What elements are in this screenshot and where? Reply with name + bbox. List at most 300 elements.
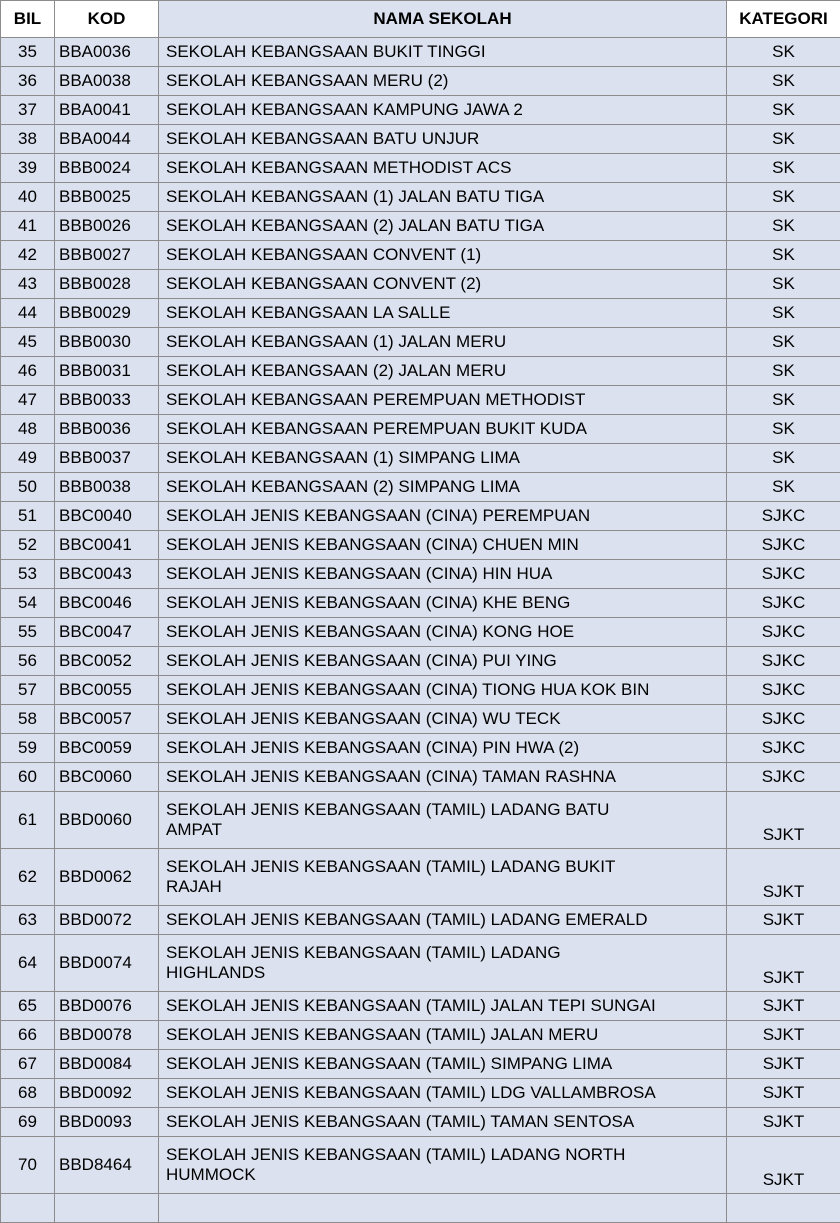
nama-cell: [159, 96, 727, 125]
kategori-value: SJKC: [762, 564, 805, 583]
bil-value: 40: [18, 187, 37, 206]
bil-cell: [1, 502, 55, 531]
nama-cell: [159, 212, 727, 241]
nama-value: SEKOLAH JENIS KEBANGSAAN (TAMIL) LADANG EMERALD: [166, 910, 647, 929]
table-row-partial: [1, 1194, 840, 1223]
bil-value: 62: [18, 867, 37, 886]
nama-value: SEKOLAH KEBANGSAAN MERU (2): [166, 71, 448, 90]
bil-cell: [1, 1137, 55, 1194]
header-nama-sekolah: NAMA SEKOLAH: [159, 1, 727, 38]
kod-cell: [55, 415, 159, 444]
kategori-value: SK: [772, 303, 795, 322]
nama-cell: [159, 705, 727, 734]
nama-cell: [159, 328, 727, 357]
nama-cell: [159, 647, 727, 676]
kategori-value: SJKC: [762, 651, 805, 670]
bil-cell: [1, 415, 55, 444]
kategori-value: SK: [772, 100, 795, 119]
nama-value: SEKOLAH KEBANGSAAN LA SALLE: [166, 303, 450, 322]
bil-value: 70: [18, 1155, 37, 1174]
bil-value: 60: [18, 767, 37, 786]
kategori-cell: [727, 763, 840, 792]
kod-cell: [55, 125, 159, 154]
kod-value: BBD8464: [59, 1155, 132, 1174]
bil-cell: [1, 560, 55, 589]
kategori-cell: [727, 1137, 840, 1194]
table-row: [1, 676, 840, 705]
bil-cell: [1, 734, 55, 763]
empty-cell: [727, 1194, 840, 1223]
kod-value: BBC0040: [59, 506, 132, 525]
kod-value: BBC0055: [59, 680, 132, 699]
nama-value: SEKOLAH JENIS KEBANGSAAN (CINA) CHUEN MIN: [166, 535, 579, 554]
table-row: [1, 992, 840, 1021]
kod-value: BBD0084: [59, 1054, 132, 1073]
bil-cell: [1, 1079, 55, 1108]
empty-cell: [1, 1194, 55, 1223]
nama-cell: [159, 906, 727, 935]
nama-cell: [159, 1021, 727, 1050]
nama-value: SEKOLAH JENIS KEBANGSAAN (CINA) TIONG HUA KOK BIN: [166, 680, 649, 699]
kategori-cell: [727, 183, 840, 212]
table-row: [1, 38, 840, 67]
nama-cell: [159, 992, 727, 1021]
nama-cell: [159, 763, 727, 792]
bil-value: 64: [18, 953, 37, 972]
kod-cell: [55, 299, 159, 328]
kategori-value: SJKC: [762, 535, 805, 554]
table-row: [1, 212, 840, 241]
bil-value: 55: [18, 622, 37, 641]
empty-cell: [159, 1194, 727, 1223]
kategori-value: SK: [772, 332, 795, 351]
header-bil: BIL: [1, 1, 55, 38]
nama-cell: [159, 270, 727, 299]
kategori-value: SJKT: [763, 968, 805, 987]
nama-cell: [159, 734, 727, 763]
kategori-value: SJKC: [762, 680, 805, 699]
bil-cell: [1, 647, 55, 676]
nama-cell: [159, 415, 727, 444]
nama-line-2: HUMMOCK: [166, 1165, 256, 1184]
bil-value: 45: [18, 332, 37, 351]
nama-value: SEKOLAH JENIS KEBANGSAAN (CINA) PUI YING: [166, 651, 557, 670]
bil-cell: [1, 473, 55, 502]
bil-value: 52: [18, 535, 37, 554]
table-row: [1, 705, 840, 734]
kategori-value: SK: [772, 187, 795, 206]
bil-value: 63: [18, 910, 37, 929]
nama-cell: [159, 618, 727, 647]
nama-value: SEKOLAH KEBANGSAAN PEREMPUAN BUKIT KUDA: [166, 419, 587, 438]
bil-cell: [1, 67, 55, 96]
kod-value: BBD0062: [59, 867, 132, 886]
kod-cell: [55, 618, 159, 647]
bil-value: 50: [18, 477, 37, 496]
kategori-value: SJKT: [763, 1170, 805, 1189]
nama-cell: [159, 676, 727, 705]
bil-cell: [1, 270, 55, 299]
kod-value: BBB0033: [59, 390, 131, 409]
kategori-cell: [727, 1021, 840, 1050]
kod-value: BBB0029: [59, 303, 131, 322]
kod-cell: [55, 444, 159, 473]
nama-cell: [159, 502, 727, 531]
kod-value: BBB0037: [59, 448, 131, 467]
table-row: [1, 589, 840, 618]
kategori-cell: [727, 560, 840, 589]
kod-value: BBC0043: [59, 564, 132, 583]
table-row: [1, 1050, 840, 1079]
nama-cell: [159, 154, 727, 183]
nama-cell: [159, 849, 727, 906]
bil-value: 58: [18, 709, 37, 728]
nama-cell: [159, 935, 727, 992]
bil-cell: [1, 531, 55, 560]
kod-value: BBA0041: [59, 100, 131, 119]
kategori-cell: [727, 386, 840, 415]
bil-cell: [1, 1050, 55, 1079]
nama-value: SEKOLAH KEBANGSAAN PEREMPUAN METHODIST: [166, 390, 585, 409]
table-row: [1, 473, 840, 502]
bil-value: 44: [18, 303, 37, 322]
kategori-cell: [727, 299, 840, 328]
kod-cell: [55, 849, 159, 906]
kategori-value: SJKT: [763, 882, 805, 901]
nama-line-1: SEKOLAH JENIS KEBANGSAAN (TAMIL) LADANG NORTH: [166, 1145, 625, 1164]
kategori-cell: [727, 502, 840, 531]
nama-value: SEKOLAH KEBANGSAAN METHODIST ACS: [166, 158, 511, 177]
nama-value: SEKOLAH KEBANGSAAN KAMPUNG JAWA 2: [166, 100, 523, 119]
kod-cell: [55, 154, 159, 183]
table-row: [1, 849, 840, 906]
kod-value: BBD0078: [59, 1025, 132, 1044]
table-row: [1, 125, 840, 154]
nama-value: SEKOLAH JENIS KEBANGSAAN (CINA) TAMAN RASHNA: [166, 767, 616, 786]
bil-value: 48: [18, 419, 37, 438]
kod-value: BBD0060: [59, 810, 132, 829]
kod-cell: [55, 647, 159, 676]
table-row: [1, 1021, 840, 1050]
kategori-value: SJKC: [762, 593, 805, 612]
kod-cell: [55, 705, 159, 734]
bil-value: 46: [18, 361, 37, 380]
bil-cell: [1, 241, 55, 270]
nama-value: SEKOLAH KEBANGSAAN (1) JALAN MERU: [166, 332, 506, 351]
header-row: [1, 1, 840, 38]
table-row: [1, 328, 840, 357]
bil-cell: [1, 357, 55, 386]
bil-cell: [1, 618, 55, 647]
kod-cell: [55, 386, 159, 415]
nama-cell: [159, 241, 727, 270]
kategori-value: SJKC: [762, 767, 805, 786]
bil-cell: [1, 792, 55, 849]
bil-cell: [1, 328, 55, 357]
kod-cell: [55, 183, 159, 212]
kategori-value: SK: [772, 129, 795, 148]
kategori-value: SJKT: [763, 1083, 805, 1102]
kategori-value: SJKC: [762, 622, 805, 641]
kategori-value: SK: [772, 477, 795, 496]
kategori-cell: [727, 38, 840, 67]
kod-value: BBC0052: [59, 651, 132, 670]
bil-cell: [1, 444, 55, 473]
kategori-cell: [727, 241, 840, 270]
bil-value: 68: [18, 1083, 37, 1102]
bil-value: 39: [18, 158, 37, 177]
bil-value: 67: [18, 1054, 37, 1073]
table-row: [1, 935, 840, 992]
kod-cell: [55, 1079, 159, 1108]
kategori-value: SK: [772, 448, 795, 467]
kategori-cell: [727, 1079, 840, 1108]
kategori-value: SK: [772, 390, 795, 409]
nama-value: SEKOLAH JENIS KEBANGSAAN (CINA) KHE BENG: [166, 593, 570, 612]
nama-cell: [159, 560, 727, 589]
nama-cell: [159, 531, 727, 560]
empty-cell: [55, 1194, 159, 1223]
table-row: [1, 502, 840, 531]
nama-cell: [159, 1079, 727, 1108]
kategori-cell: [727, 328, 840, 357]
nama-value: SEKOLAH JENIS KEBANGSAAN (CINA) HIN HUA: [166, 564, 552, 583]
bil-cell: [1, 705, 55, 734]
kod-value: BBB0026: [59, 216, 131, 235]
kod-cell: [55, 502, 159, 531]
kategori-value: SK: [772, 419, 795, 438]
kategori-cell: [727, 676, 840, 705]
kategori-value: SK: [772, 245, 795, 264]
table-row: [1, 386, 840, 415]
nama-cell: [159, 589, 727, 618]
nama-cell: [159, 473, 727, 502]
table-row: [1, 299, 840, 328]
bil-cell: [1, 992, 55, 1021]
kod-cell: [55, 1021, 159, 1050]
kod-value: BBC0047: [59, 622, 132, 641]
kod-value: BBB0030: [59, 332, 131, 351]
kategori-cell: [727, 1050, 840, 1079]
kategori-value: SK: [772, 274, 795, 293]
kategori-cell: [727, 270, 840, 299]
bil-cell: [1, 676, 55, 705]
kategori-value: SK: [772, 216, 795, 235]
table-row: [1, 734, 840, 763]
nama-cell: [159, 386, 727, 415]
kategori-cell: [727, 96, 840, 125]
kategori-cell: [727, 734, 840, 763]
bil-value: 59: [18, 738, 37, 757]
nama-value: SEKOLAH KEBANGSAAN BATU UNJUR: [166, 129, 479, 148]
bil-cell: [1, 38, 55, 67]
bil-cell: [1, 763, 55, 792]
bil-value: 43: [18, 274, 37, 293]
bil-value: 65: [18, 996, 37, 1015]
table-row: [1, 444, 840, 473]
nama-cell: [159, 1137, 727, 1194]
kod-value: BBB0024: [59, 158, 131, 177]
kod-cell: [55, 763, 159, 792]
nama-value: SEKOLAH KEBANGSAAN (2) JALAN MERU: [166, 361, 506, 380]
kod-value: BBC0041: [59, 535, 132, 554]
kategori-cell: [727, 531, 840, 560]
bil-cell: [1, 1021, 55, 1050]
kategori-value: SK: [772, 361, 795, 380]
nama-value: SEKOLAH KEBANGSAAN CONVENT (2): [166, 274, 481, 293]
bil-cell: [1, 299, 55, 328]
table-row: [1, 1079, 840, 1108]
kod-cell: [55, 676, 159, 705]
bil-value: 57: [18, 680, 37, 699]
kategori-cell: [727, 444, 840, 473]
nama-cell: [159, 357, 727, 386]
kod-value: BBC0057: [59, 709, 132, 728]
kod-cell: [55, 531, 159, 560]
kategori-value: SJKC: [762, 709, 805, 728]
bil-value: 49: [18, 448, 37, 467]
bil-value: 47: [18, 390, 37, 409]
nama-cell: [159, 38, 727, 67]
kod-cell: [55, 67, 159, 96]
nama-value: SEKOLAH KEBANGSAAN (1) SIMPANG LIMA: [166, 448, 520, 467]
kod-cell: [55, 935, 159, 992]
kategori-cell: [727, 906, 840, 935]
kod-value: BBB0025: [59, 187, 131, 206]
header-kod: KOD: [55, 1, 159, 38]
table-row: [1, 241, 840, 270]
table-row: [1, 1137, 840, 1194]
kod-cell: [55, 270, 159, 299]
bil-cell: [1, 386, 55, 415]
bil-cell: [1, 849, 55, 906]
kod-value: BBD0072: [59, 910, 132, 929]
table-row: [1, 647, 840, 676]
bil-cell: [1, 183, 55, 212]
bil-cell: [1, 935, 55, 992]
bil-cell: [1, 1108, 55, 1137]
kod-cell: [55, 560, 159, 589]
kategori-cell: [727, 125, 840, 154]
kategori-cell: [727, 357, 840, 386]
kod-cell: [55, 992, 159, 1021]
kod-value: BBD0074: [59, 953, 132, 972]
nama-value: SEKOLAH JENIS KEBANGSAAN (CINA) WU TECK: [166, 709, 561, 728]
nama-value: SEKOLAH JENIS KEBANGSAAN (TAMIL) JALAN TEPI SUNGAI: [166, 996, 656, 1015]
kod-cell: [55, 328, 159, 357]
bil-value: 37: [18, 100, 37, 119]
bil-value: 61: [18, 810, 37, 829]
nama-line-1: SEKOLAH JENIS KEBANGSAAN (TAMIL) LADANG: [166, 943, 561, 962]
header-kategori: KATEGORI: [727, 1, 840, 38]
bil-value: 69: [18, 1112, 37, 1131]
nama-cell: [159, 299, 727, 328]
kategori-cell: [727, 992, 840, 1021]
nama-cell: [159, 1050, 727, 1079]
kod-value: BBB0038: [59, 477, 131, 496]
kategori-value: SK: [772, 42, 795, 61]
nama-value: SEKOLAH KEBANGSAAN (1) JALAN BATU TIGA: [166, 187, 544, 206]
kategori-cell: [727, 154, 840, 183]
kod-cell: [55, 473, 159, 502]
kod-cell: [55, 792, 159, 849]
nama-value: SEKOLAH JENIS KEBANGSAAN (TAMIL) SIMPANG LIMA: [166, 1054, 612, 1073]
kod-cell: [55, 906, 159, 935]
kod-cell: [55, 212, 159, 241]
table-row: [1, 415, 840, 444]
kod-cell: [55, 96, 159, 125]
table-row: [1, 357, 840, 386]
table-row: [1, 792, 840, 849]
kategori-cell: [727, 415, 840, 444]
kategori-cell: [727, 618, 840, 647]
kod-value: BBC0060: [59, 767, 132, 786]
kategori-cell: [727, 212, 840, 241]
kod-cell: [55, 1137, 159, 1194]
nama-value: SEKOLAH KEBANGSAAN BUKIT TINGGI: [166, 42, 486, 61]
kategori-cell: [727, 647, 840, 676]
nama-cell: [159, 792, 727, 849]
nama-value: SEKOLAH JENIS KEBANGSAAN (CINA) PIN HWA (2): [166, 738, 579, 757]
kategori-value: SK: [772, 71, 795, 90]
nama-line-2: HIGHLANDS: [166, 963, 265, 982]
nama-line-1: SEKOLAH JENIS KEBANGSAAN (TAMIL) LADANG BUKIT: [166, 857, 615, 876]
nama-cell: [159, 125, 727, 154]
kategori-value: SJKT: [763, 1025, 805, 1044]
bil-value: 54: [18, 593, 37, 612]
kategori-cell: [727, 705, 840, 734]
table-row: [1, 763, 840, 792]
kod-value: BBB0028: [59, 274, 131, 293]
table-row: [1, 154, 840, 183]
nama-value: SEKOLAH JENIS KEBANGSAAN (TAMIL) LDG VALLAMBROSA: [166, 1083, 656, 1102]
bil-value: 53: [18, 564, 37, 583]
nama-cell: [159, 444, 727, 473]
nama-cell: [159, 1108, 727, 1137]
kategori-value: SJKC: [762, 506, 805, 525]
kategori-cell: [727, 67, 840, 96]
kod-cell: [55, 589, 159, 618]
table-row: [1, 618, 840, 647]
bil-value: 38: [18, 129, 37, 148]
kategori-value: SJKT: [763, 910, 805, 929]
bil-value: 66: [18, 1025, 37, 1044]
bil-cell: [1, 212, 55, 241]
kod-value: BBA0036: [59, 42, 131, 61]
bil-value: 36: [18, 71, 37, 90]
kod-value: BBB0027: [59, 245, 131, 264]
kategori-cell: [727, 849, 840, 906]
table-row: [1, 560, 840, 589]
table-row: [1, 270, 840, 299]
kod-cell: [55, 734, 159, 763]
nama-value: SEKOLAH JENIS KEBANGSAAN (TAMIL) TAMAN SENTOSA: [166, 1112, 634, 1131]
kod-cell: [55, 357, 159, 386]
nama-value: SEKOLAH KEBANGSAAN (2) JALAN BATU TIGA: [166, 216, 544, 235]
kod-value: BBD0076: [59, 996, 132, 1015]
kategori-value: SJKT: [763, 1112, 805, 1131]
bil-value: 41: [18, 216, 37, 235]
kategori-value: SJKT: [763, 1054, 805, 1073]
kategori-value: SJKC: [762, 738, 805, 757]
nama-line-2: AMPAT: [166, 820, 222, 839]
table-body: [1, 38, 840, 1223]
table-row: [1, 531, 840, 560]
nama-cell: [159, 183, 727, 212]
nama-line-2: RAJAH: [166, 877, 222, 896]
kategori-cell: [727, 792, 840, 849]
kategori-cell: [727, 935, 840, 992]
